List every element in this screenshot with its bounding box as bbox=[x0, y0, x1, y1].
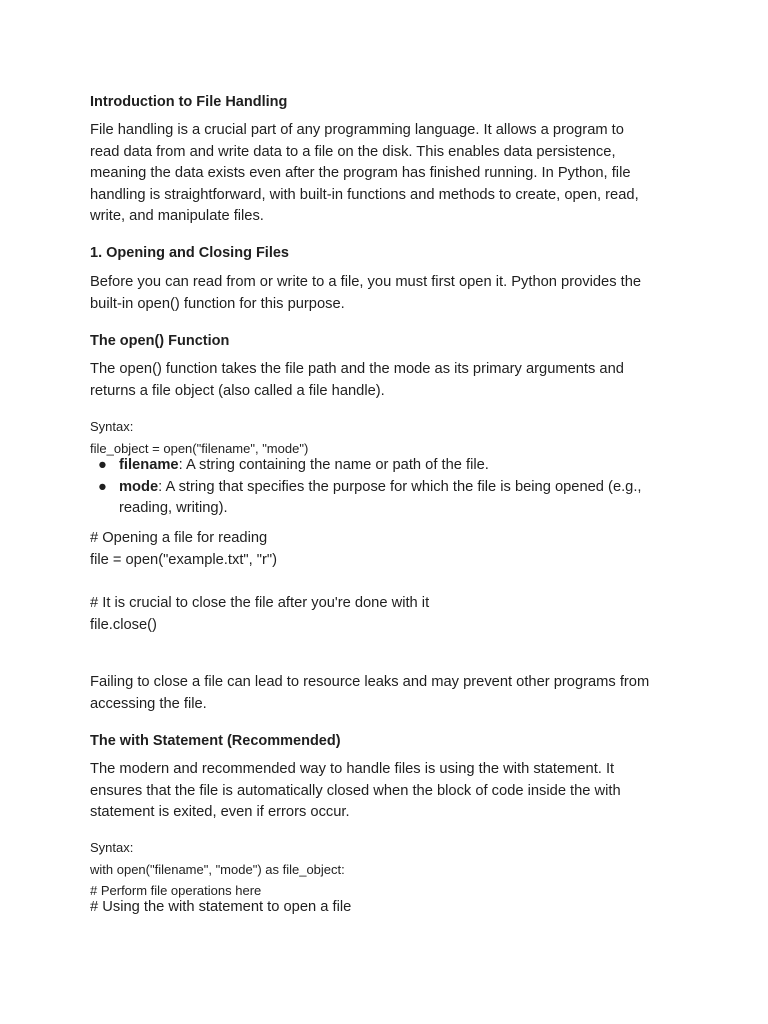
code-line: # It is crucial to close the file after you're done with it bbox=[90, 595, 430, 611]
open-function-line: returns a file object (also called a file handle). bbox=[90, 382, 385, 399]
intro-line: read data from and write data to a file on the disk. This enables data persistence, bbox=[90, 143, 616, 160]
syntax-label: Syntax: bbox=[90, 419, 134, 434]
list-item bbox=[90, 455, 690, 477]
code-line: file.close() bbox=[90, 616, 157, 633]
with-syntax-block bbox=[90, 837, 690, 902]
open-function-line: The open() function takes the file path and the mode as its primary arguments and bbox=[90, 361, 624, 377]
open-function-paragraph bbox=[90, 359, 690, 402]
warning-line: Failing to close a file can lead to resource leaks and may prevent other programs from bbox=[90, 674, 650, 690]
with-statement-heading: The with Statement (Recommended) bbox=[90, 733, 341, 749]
argument-term: mode bbox=[119, 478, 159, 495]
code-example-block bbox=[90, 528, 690, 571]
warning-line: accessing the file. bbox=[90, 695, 207, 712]
with-code-line: # Using the with statement to open a file bbox=[90, 899, 352, 915]
bullet-icon: ● bbox=[98, 457, 107, 473]
argument-term: filename bbox=[119, 457, 179, 473]
code-line: file = open("example.txt", "r") bbox=[90, 551, 277, 568]
list-item bbox=[90, 477, 690, 520]
intro-line: meaning the data exists even after the program has finished running. In Python, file bbox=[90, 165, 631, 181]
argument-description: : A string containing the name or path of the file. bbox=[178, 457, 489, 473]
syntax-code: with open("filename", "mode") as file_object: bbox=[90, 861, 345, 877]
intro-heading: Introduction to File Handling bbox=[90, 94, 288, 110]
with-statement-paragraph bbox=[90, 759, 690, 824]
intro-line: handling is straightforward, with built-in functions and methods to create, open, read, bbox=[90, 186, 639, 203]
intro-paragraph bbox=[90, 120, 690, 228]
syntax-code: file_object = open("filename", "mode") bbox=[90, 440, 309, 456]
close-warning-paragraph bbox=[90, 672, 690, 715]
syntax-code: # Perform file operations here bbox=[90, 883, 262, 898]
open-function-heading: The open() Function bbox=[90, 333, 230, 349]
intro-line: File handling is a crucial part of any programming language. It allows a program to bbox=[90, 122, 624, 138]
with-line: statement is exited, even if errors occur. bbox=[90, 804, 350, 820]
code-line: # Opening a file for reading bbox=[90, 530, 268, 546]
open-syntax-block bbox=[90, 416, 690, 459]
with-line: The modern and recommended way to handle files is using the with statement. It bbox=[90, 761, 615, 777]
argument-list bbox=[90, 455, 690, 520]
section1-line: Before you can read from or write to a file, you must first open it. Python provides the bbox=[90, 274, 642, 290]
with-line: ensures that the file is automatically closed when the block of code inside the with bbox=[90, 782, 621, 799]
argument-description-continued: reading, writing). bbox=[119, 500, 228, 516]
section1-heading: 1. Opening and Closing Files bbox=[90, 245, 289, 261]
syntax-label: Syntax: bbox=[90, 840, 134, 855]
argument-description: : A string that specifies the purpose for which the file is being opened (e.g., bbox=[158, 478, 642, 495]
bullet-icon: ● bbox=[98, 478, 107, 495]
intro-line: write, and manipulate files. bbox=[90, 208, 264, 224]
section1-paragraph bbox=[90, 272, 690, 315]
section1-line: built-in open() function for this purpose. bbox=[90, 295, 345, 312]
code-example-block bbox=[90, 593, 690, 636]
